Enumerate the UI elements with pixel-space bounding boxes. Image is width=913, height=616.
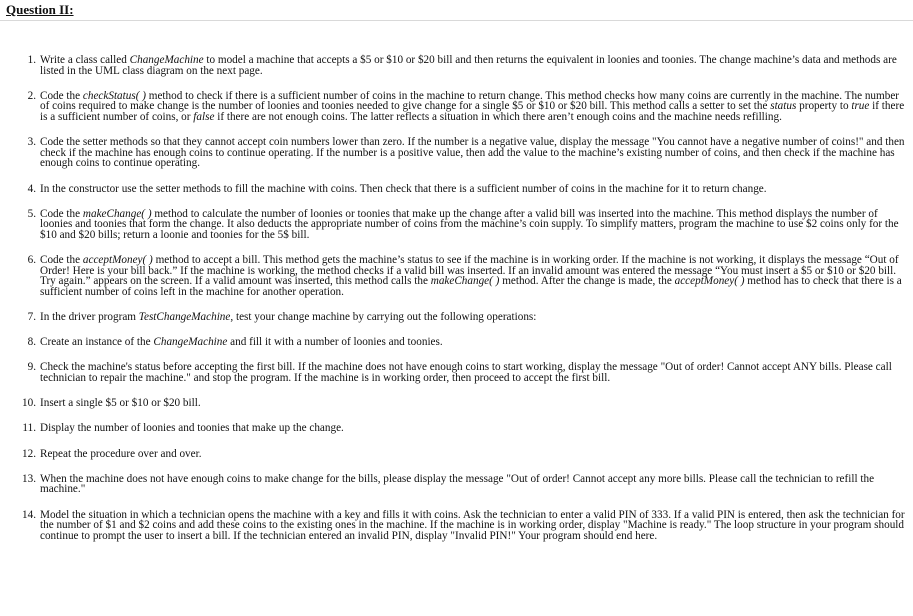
text-run: Check the machine's status before accepting the first bill. If the machine does not have enough coins to start working, display the message "Out of order! Cannot accept ANY bills. Please call technician to repair the machine." and stop the program. If the machine is in working order, then proceed to accept the first bill. [40, 361, 892, 385]
list-item-text [40, 208, 899, 241]
list-item [0, 55, 913, 76]
list-item-number: 7. [27, 311, 36, 324]
text-run: Model the situation in which a technician opens the machine with a key and fills it with coins. Ask the technician to enter a valid PIN of 333. If a valid PIN is entered, then ask the technician for the number of $1 and $2 coins and add these coins to the existing ones in the machine. If the machine is in working order, display "Machine is ready." The loop structure in your program should continue to prompt the user to insert a bill. If the technician entered an invalid PIN, display "Invalid PIN!" Your program should end here. [40, 508, 905, 542]
italic-term: acceptMoney( ) [82, 254, 153, 267]
text-run: if there is a sufficient number of coins, or [40, 100, 905, 123]
italic-term: makeChange( ) [82, 207, 152, 220]
italic-term: status [770, 100, 797, 113]
list-item-text [40, 422, 344, 434]
list-item-text [40, 254, 902, 298]
question-heading: Question II: [6, 2, 74, 17]
list-item [0, 423, 913, 434]
text-run: Code the [40, 254, 83, 267]
heading-divider [0, 20, 913, 21]
list-item-text [40, 136, 905, 169]
list-item [0, 255, 913, 297]
list-item [0, 91, 913, 123]
list-item-number: 5. [27, 207, 36, 220]
list-item-number: 6. [27, 254, 36, 267]
list-item-text [40, 509, 905, 542]
list-item-text [40, 90, 904, 123]
list-item [0, 510, 913, 542]
list-item [0, 362, 913, 383]
list-item-text [40, 448, 202, 460]
list-item-number: 3. [27, 136, 36, 149]
text-run: method to accept a bill. This method gets the machine’s status to see if the machine is in working order. If the machine is not working, it displays the message “Out of Order! Here is your bill back.” If the machine is working, the method checks if a valid bill was inserted. If an invalid amount was entered the message “You must insert a $5 or $10 or $20 bill. Try again.” appears on the screen. If a valid amount was inserted, this method calls the [40, 254, 899, 288]
italic-term: ChangeMachine [129, 54, 204, 66]
text-run: In the constructor use the setter methods to fill the machine with coins. Then check that there is a sufficient number of coins in the machine for it to return change. [40, 182, 767, 195]
text-run: When the machine does not have enough coins to make change for the bills, please display the message "Out of order! Cannot accept any more bills. Please call the technician to refill the machine." [40, 472, 875, 496]
italic-term: checkStatus( ) [82, 89, 146, 102]
list-item-number: 12. [22, 447, 36, 460]
text-run: Code the [40, 89, 83, 102]
text-run: Code the setter methods so that they cannot accept coin numbers lower than zero. If the number is a negative value, display the message "You cannot have a negative number of coins!" and then check if the machine has enough coins to continue operating. If the number is a positive value, then add the value to the machine’s existing number of coins, and then check if the machine has enough coins to continue operating. [40, 136, 905, 170]
list-item [0, 184, 913, 195]
list-item-number: 8. [27, 336, 36, 349]
list-item-text [40, 397, 201, 409]
text-run: Display the number of loonies and toonies that make up the change. [40, 422, 344, 435]
text-run: Create an instance of the [40, 336, 154, 349]
list-item [0, 312, 913, 323]
text-run: method. After the change is made, the [499, 275, 675, 288]
text-run: In the driver program [40, 311, 139, 324]
list-item [0, 209, 913, 241]
text-run: method to calculate the number of loonies or toonies that make up the change after a valid bill was inserted into the machine. This method displays the number of loonies and toonies that form the change. It also deducts the appropriate number of coins from the machine’s coin supply. To simplify matters, program the machine to use $2 coins only for the $10 and $20 bills; return a loonie and toonies for the 5$ bill. [40, 207, 899, 241]
text-run: if there are not enough coins. The latter reflects a situation in which there aren’t enough coins and the machine needs refilling. [214, 110, 782, 123]
question-list [0, 55, 913, 556]
text-run: and fill it with a number of loonies and toonies. [227, 336, 443, 349]
list-item [0, 137, 913, 169]
list-item [0, 449, 913, 460]
list-item-number: 10. [22, 397, 36, 410]
text-run: Insert a single $5 or $10 or $20 bill. [40, 397, 201, 410]
list-item-text [40, 183, 767, 195]
list-item-text [40, 54, 897, 77]
italic-term: acceptMoney( ) [674, 275, 745, 288]
list-item-number: 13. [22, 472, 36, 485]
list-item-text [40, 311, 536, 323]
italic-term: ChangeMachine [153, 336, 228, 349]
list-item [0, 474, 913, 495]
italic-term: true [851, 100, 870, 113]
italic-term: TestChangeMachine, [138, 311, 234, 324]
list-item [0, 337, 913, 348]
list-item-number: 11. [22, 422, 36, 435]
text-run: method to check if there is a sufficient number of coins in the machine to return change. This method checks how many coins are currently in the machine. The number of coins required to make change is the number of loonies and toonies needed to give change for a single $5 or $10 or $20 bill. This method calls a setter to set the [40, 89, 900, 113]
list-item-number: 2. [27, 89, 36, 102]
list-item-number: 9. [27, 361, 36, 374]
list-item-number: 1. [27, 54, 36, 66]
text-run: Code the [40, 207, 83, 220]
list-item-number: 4. [27, 182, 36, 195]
text-run: property to [796, 100, 852, 113]
italic-term: makeChange( ) [430, 275, 500, 288]
list-item-number: 14. [22, 508, 36, 521]
list-item [0, 398, 913, 409]
list-item-text [40, 336, 443, 348]
list-item-text [40, 473, 874, 496]
list-item-text [40, 361, 892, 384]
text-run: test your change machine by carrying out the following operations: [233, 311, 537, 324]
italic-term: false [193, 110, 215, 123]
text-run: Write a class called [40, 54, 130, 66]
text-run: to model a machine that accepts a $5 or $10 or $20 bill and then returns the equivalent in loonies and toonies. The change machine’s data and methods are listed in the UML class diagram on the next page. [40, 54, 897, 77]
text-run: method has to check that there is a sufficient number of coins left in the machine for another operation. [40, 275, 902, 298]
text-run: Repeat the procedure over and over. [40, 447, 202, 460]
